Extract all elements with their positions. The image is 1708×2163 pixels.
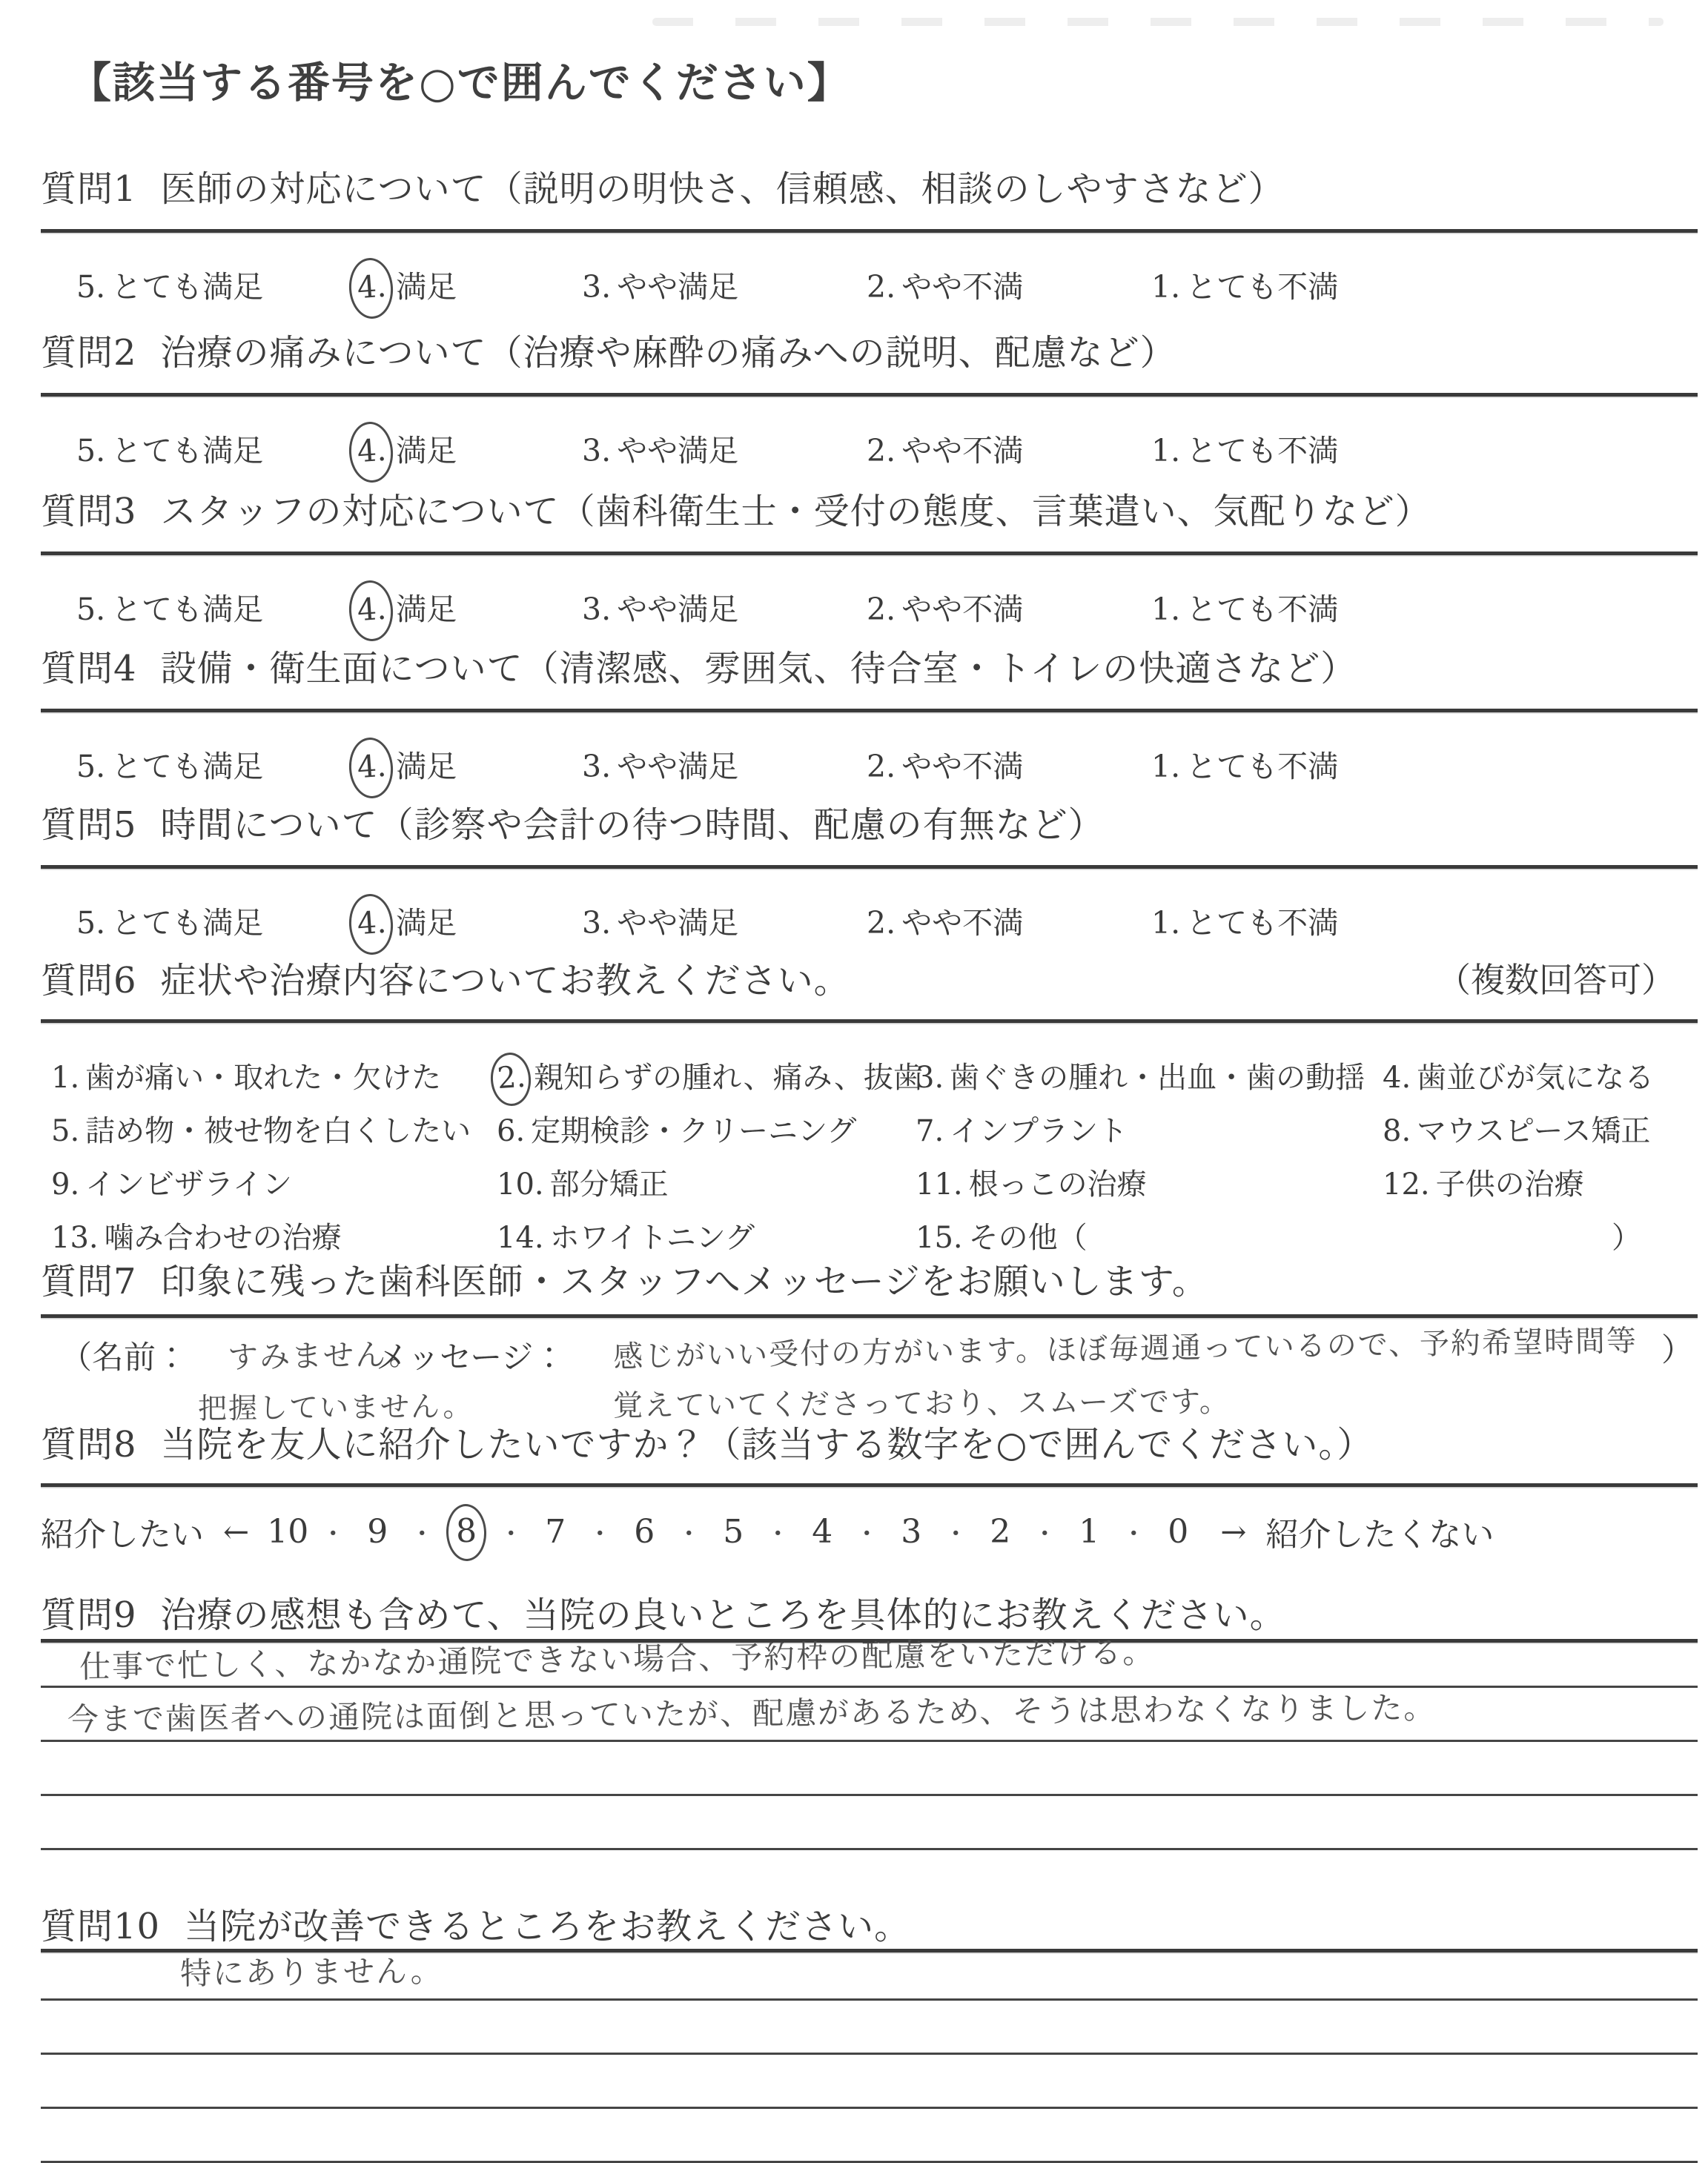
scale-number-7: 7 (545, 1512, 566, 1551)
question-8 (41, 1416, 1698, 1555)
question-2-text: 治療の痛みについて（治療や麻酔の痛みへの説明、配慮など） (160, 332, 1176, 374)
question-6-text: 症状や治療内容についてお教えください。 (160, 960, 850, 1001)
rating-option-4-circled: 4. 満足 (357, 262, 457, 307)
rating-option-2: 2. やや不満 (867, 433, 1024, 468)
rating-option-5: 5. とても満足 (76, 749, 264, 784)
other-close-paren: ） (1612, 1221, 1641, 1255)
answer-line (41, 1796, 1698, 1850)
question-9 (41, 1586, 1698, 1850)
handdrawn-circle: 4. (347, 420, 395, 484)
question-2-heading (41, 324, 1698, 375)
scale-separator: ・ (854, 1519, 880, 1549)
answer-line (41, 2109, 1698, 2163)
scale-number-4: 4 (812, 1512, 833, 1551)
question-9-number: 質問9 (41, 1594, 137, 1636)
symptom-option-7: 7. インプラント (916, 1114, 1128, 1148)
question-8-number: 質問8 (41, 1424, 137, 1465)
page-title: 【該当する番号を○で囲んでください】 (69, 58, 851, 107)
rating-option-1: 1. とても不満 (1151, 592, 1339, 627)
rating-option-1: 1. とても不満 (1151, 905, 1339, 941)
scale-separator: ・ (1121, 1519, 1147, 1549)
question-5-text: 時間について（診察や会計の待つ時間、配慮の有無など） (160, 804, 1105, 846)
close-paren: ） (1661, 1332, 1693, 1369)
divider (41, 1314, 1698, 1318)
scan-artifact (652, 18, 1664, 26)
divider (41, 551, 1698, 555)
rating-option-3: 3. やや満足 (582, 592, 739, 627)
question-6-options-row-4 (41, 1205, 1698, 1259)
rating-option-2: 2. やや不満 (867, 269, 1024, 305)
rating-option-3: 3. やや満足 (582, 433, 739, 468)
divider (41, 229, 1698, 233)
rating-option-4-circled: 4. 満足 (357, 742, 457, 786)
question-4 (41, 640, 1698, 794)
rating-option-3: 3. やや満足 (582, 269, 739, 305)
message-field-label: メッセージ： (376, 1339, 566, 1377)
scale-number-8-circled (446, 1511, 486, 1552)
rating-option-4-circled: 4. 満足 (357, 426, 457, 471)
divider (41, 709, 1698, 712)
question-10-heading (41, 1898, 1698, 1949)
scale-number-10: 10 (267, 1512, 309, 1551)
question-6-options-row-1 (41, 1045, 1698, 1099)
question-4-number: 質問4 (41, 648, 137, 689)
question-4-heading (41, 640, 1698, 691)
symptom-option-2-circled: 2. 親知らずの腫れ、痛み、抜歯 (497, 1054, 923, 1097)
scale-separator: ・ (765, 1519, 791, 1549)
question-8-heading (41, 1416, 1698, 1467)
scale-separator: ・ (676, 1519, 702, 1549)
handdrawn-circle: 8 (446, 1503, 488, 1562)
scale-separator: ・ (1032, 1519, 1058, 1549)
handdrawn-circle: 4. (347, 892, 395, 956)
rating-option-3: 3. やや満足 (582, 749, 739, 784)
scale-separator: ・ (320, 1519, 346, 1549)
rating-option-1: 1. とても不満 (1151, 269, 1339, 305)
symptom-option-8: 8. マウスピース矯正 (1383, 1114, 1651, 1148)
symptom-option-3: 3. 歯ぐきの腫れ・出血・歯の動揺 (916, 1061, 1366, 1095)
rating-option-5: 5. とても満足 (76, 269, 264, 305)
question-10 (41, 1898, 1698, 2163)
rating-option-2: 2. やや不満 (867, 905, 1024, 941)
multiple-answers-note: （複数回答可） (1437, 960, 1675, 1000)
question-6-options-row-2 (41, 1099, 1698, 1152)
symptom-option-11: 11. 根っこの治療 (916, 1167, 1147, 1202)
scale-number-2: 2 (990, 1512, 1011, 1551)
right-arrow-icon: → (1220, 1513, 1247, 1550)
scale-number-9: 9 (367, 1512, 388, 1551)
scale-number-6: 6 (634, 1512, 655, 1551)
question-1-text: 医師の対応について（説明の明快さ、信頼感、相談のしやすさなど） (160, 168, 1285, 210)
answer-line (41, 2055, 1698, 2109)
answer-line (41, 1952, 1698, 2001)
recommend-scale (41, 1508, 1698, 1555)
name-field-label: （名前： (60, 1339, 188, 1377)
left-arrow-icon: ← (223, 1513, 250, 1550)
question-7-number: 質問7 (41, 1261, 137, 1302)
answer-line (41, 2001, 1698, 2055)
scale-number-5: 5 (723, 1512, 744, 1551)
question-3 (41, 483, 1698, 637)
question-5 (41, 796, 1698, 950)
question-7-text: 印象に残った歯科医師・スタッフへメッセージをお願いします。 (160, 1261, 1208, 1302)
symptom-option-15-other: 15. その他（ (916, 1221, 1088, 1255)
handdrawn-circle: 2. (489, 1051, 533, 1107)
scale-separator: ・ (409, 1519, 435, 1549)
divider (41, 393, 1698, 397)
scale-number-3: 3 (901, 1512, 922, 1551)
symptom-option-5: 5. 詰め物・被せ物を白くしたい (51, 1114, 471, 1148)
question-2-options (41, 416, 1698, 478)
divider (41, 1019, 1698, 1023)
rating-option-2: 2. やや不満 (867, 592, 1024, 627)
question-3-options (41, 574, 1698, 637)
question-6-options-row-3 (41, 1152, 1698, 1205)
scale-left-label: 紹介したい (41, 1516, 204, 1554)
scale-right-label: 紹介したくない (1265, 1516, 1494, 1554)
question-6 (41, 952, 1698, 1259)
handwritten-q10-line-1: 特にありません。 (179, 1952, 443, 1992)
question-1-options (41, 252, 1698, 314)
symptom-option-13: 13. 噛み合わせの治療 (51, 1221, 342, 1255)
handwritten-q9-line-1: 仕事で忙しく、なかなか通院できない場合、予約枠の配慮をいただける。 (79, 1633, 1156, 1686)
question-10-text: 当院が改善できるところをお教えください。 (184, 1906, 911, 1947)
handwritten-q9-line-2: 今まで歯医者への通院は面倒と思っていたが、配慮があるため、そうは思わなくなりました。 (67, 1689, 1437, 1738)
question-9-heading (41, 1586, 1698, 1637)
question-6-number: 質問6 (41, 960, 137, 1001)
rating-option-1: 1. とても不満 (1151, 749, 1339, 784)
handdrawn-circle: 4. (347, 256, 395, 320)
scale-separator: ・ (587, 1519, 613, 1549)
handwritten-message-line-1: 感じがいい受付の方がいます。ほぼ毎週通っているので、予約希望時間等 (612, 1324, 1638, 1374)
rating-option-5: 5. とても満足 (76, 433, 264, 468)
symptom-option-14: 14. ホワイトニング (497, 1221, 755, 1255)
answer-line (41, 1688, 1698, 1742)
question-5-number: 質問5 (41, 804, 137, 846)
divider (41, 1483, 1698, 1487)
divider (41, 865, 1698, 869)
handwritten-message-line-2: 覚えていてくださっており、スムーズです。 (612, 1385, 1231, 1423)
question-8-text: 当院を友人に紹介したいですか？（該当する数字を○で囲んでください。） (160, 1424, 1374, 1465)
question-1 (41, 160, 1698, 314)
question-5-options (41, 888, 1698, 950)
handwritten-name-line-1: すみません。 (227, 1336, 421, 1376)
rating-option-5: 5. とても満足 (76, 592, 264, 627)
handdrawn-circle: 4. (347, 579, 395, 643)
question-5-heading (41, 796, 1698, 847)
symptom-option-12: 12. 子供の治療 (1383, 1167, 1584, 1202)
question-1-number: 質問1 (41, 168, 137, 210)
scale-number-0: 0 (1168, 1512, 1189, 1551)
rating-option-3: 3. やや満足 (582, 905, 739, 941)
answer-line (41, 1742, 1698, 1796)
question-3-number: 質問3 (41, 491, 137, 532)
rating-option-4-circled: 4. 満足 (357, 585, 457, 629)
question-7-heading (41, 1253, 1698, 1304)
symptom-option-4: 4. 歯並びが気になる (1383, 1061, 1655, 1095)
symptom-option-9: 9. インビザライン (51, 1167, 292, 1202)
question-1-heading (41, 160, 1698, 211)
symptom-option-1: 1. 歯が痛い・取れた・欠けた (51, 1061, 442, 1095)
scale-number-1: 1 (1079, 1512, 1100, 1551)
question-3-text: スタッフの対応について（歯科衛生士・受付の態度、言葉遣い、気配りなど） (160, 491, 1431, 532)
symptom-option-6: 6. 定期検診・クリーニング (497, 1114, 857, 1148)
form-header (41, 49, 1698, 110)
handdrawn-circle: 4. (347, 736, 395, 800)
rating-option-5: 5. とても満足 (76, 905, 264, 941)
scale-separator: ・ (498, 1519, 524, 1549)
handwritten-name-line-2: 把握していません。 (197, 1390, 474, 1426)
rating-option-1: 1. とても不満 (1151, 433, 1339, 468)
question-4-text: 設備・衛生面について（清潔感、雰囲気、待合室・トイレの快適さなど） (160, 648, 1357, 689)
rating-option-4-circled: 4. 満足 (357, 898, 457, 943)
question-9-text: 治療の感想も含めて、当院の良いところを具体的にお教えください。 (160, 1594, 1286, 1636)
symptom-option-10: 10. 部分矯正 (497, 1167, 669, 1202)
answer-line (41, 1633, 1698, 1688)
question-2 (41, 324, 1698, 478)
rating-option-2: 2. やや不満 (867, 749, 1024, 784)
scale-separator: ・ (943, 1519, 969, 1549)
question-3-heading (41, 483, 1698, 534)
question-4-options (41, 732, 1698, 794)
question-2-number: 質問2 (41, 332, 137, 374)
question-10-number: 質問10 (41, 1906, 161, 1947)
